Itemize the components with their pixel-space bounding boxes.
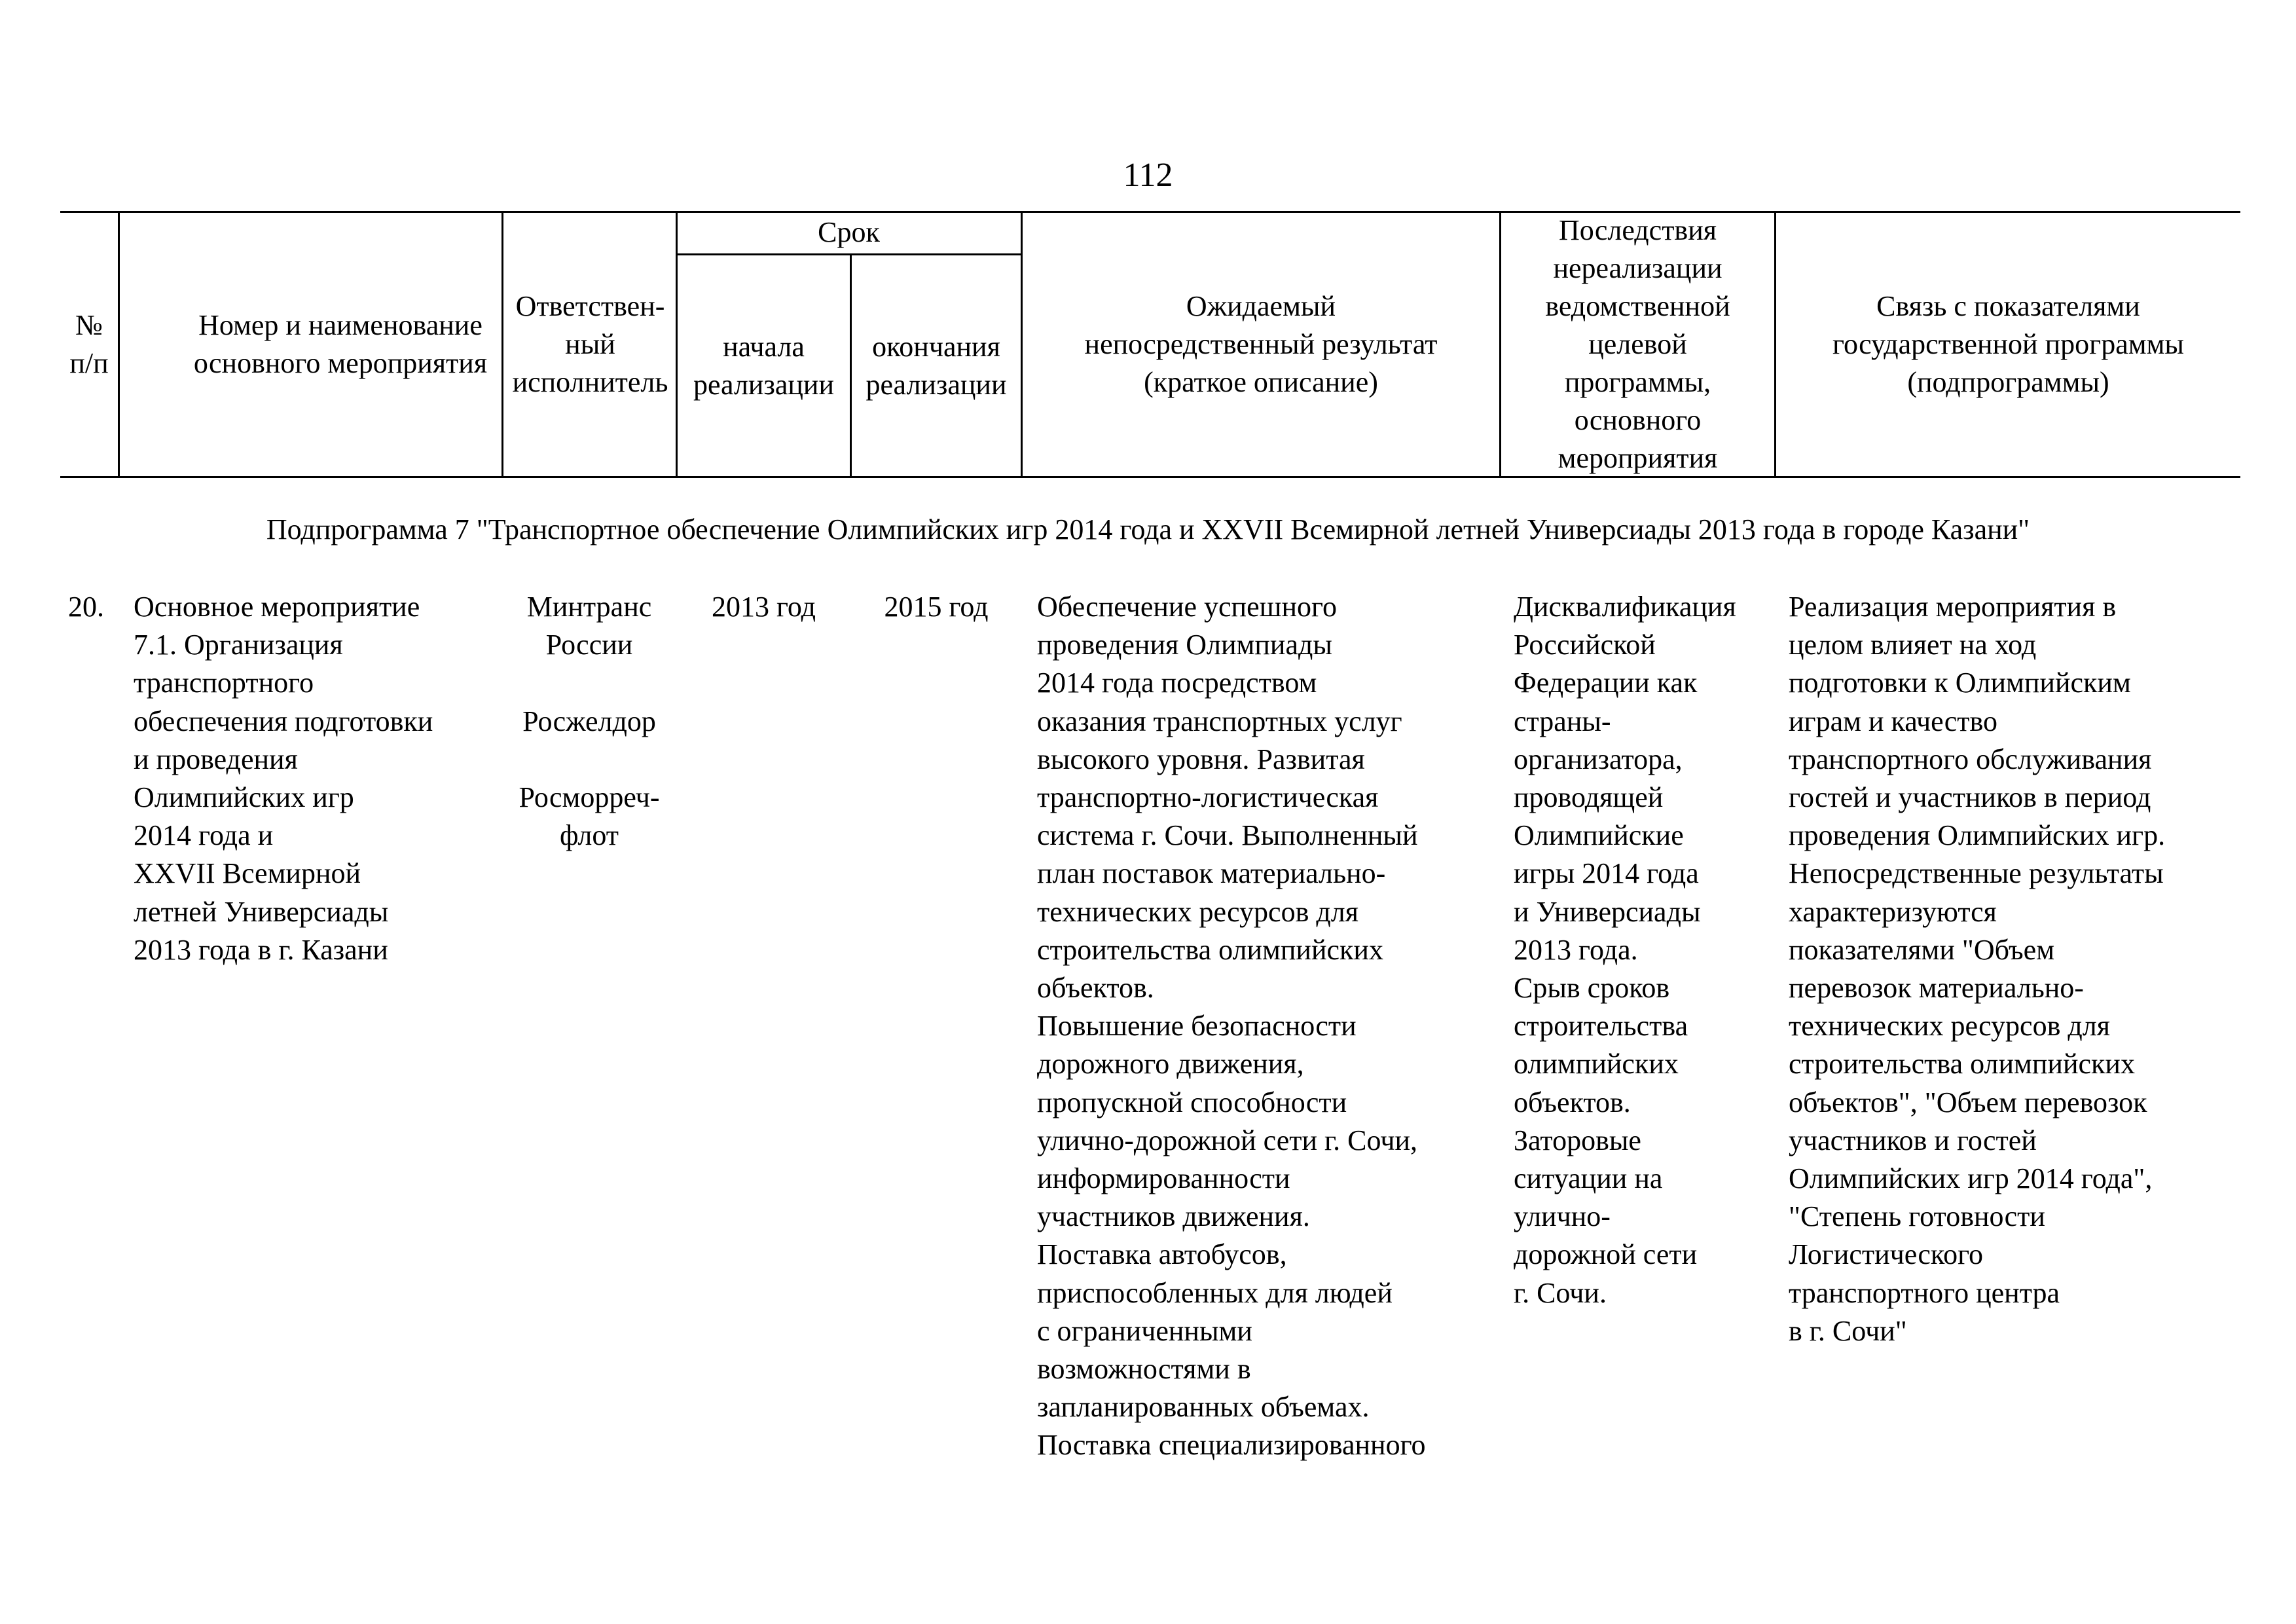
header-name: Номер и наименование основного мероприятия <box>193 309 488 379</box>
subprogram-title: Подпрограмма 7 "Транспортное обеспечение Олимпийских игр 2014 года и XXVII Всемирной летней Универсиады 2013 года в городе Казани" <box>266 513 2030 545</box>
header-term-start: начала реализации <box>693 330 835 401</box>
row-name: Основное мероприятие 7.1. Организация транспортного обеспечения подготовки и проведения Олимпийских игр 2014 года и XXVII Всемирной летней Универсиады 2013 года в г. Казани <box>134 591 433 966</box>
row-result: Обеспечение успешного проведения Олимпиады 2014 года посредством оказания транспортных услуг высокого уровня. Развитая транспортно-логистическая система г. Сочи. Выполненный план поставок материально- технических ресурсов для строительства олимпийских объектов. Повышение безопасности дорожного движения, пропускной способности улично-дорожной сети г. Сочи, информированности участников движения. Поставка автобусов, приспособленных для людей с ограниченными возможностями в запланированных объемах. Поставка специализированного <box>1037 591 1426 1462</box>
row-responsible: Минтранс России Росжелдор Росморреч- флот <box>519 591 660 852</box>
header-result: Ожидаемый непосредственный результат (краткое описание) <box>1084 290 1438 398</box>
table-row <box>60 588 2240 1466</box>
header-link: Связь с показателями государственной программы (подпрограммы) <box>1832 290 2184 398</box>
header-term: Срок <box>818 216 880 248</box>
row-link: Реализация мероприятия в целом влияет на ход подготовки к Олимпийским играм и качество транспортного обслуживания гостей и участников в период проведения Олимпийских игр. Непосредственные результаты характеризуются показателями "Объем перевозок материально- технических ресурсов для строительства олимпийских объектов", "Объем перевозок участников и гостей Олимпийских игр 2014 года", "Степень готовности Логистического транспортного центра в г. Сочи" <box>1789 591 2166 1347</box>
header-num: № п/п <box>69 309 109 379</box>
page-number: 112 <box>1123 157 1173 194</box>
row-start: 2013 год <box>711 591 816 623</box>
header-responsible: Ответствен- ный исполнитель <box>512 290 668 398</box>
row-end: 2015 год <box>884 591 989 623</box>
header-term-end: окончания реализации <box>866 330 1007 401</box>
table-header <box>60 211 2240 478</box>
row-consequences: Дисквалификация Российской Федерации как страны- организатора, проводящей Олимпийские игры 2014 года и Универсиады 2013 года. Срыв сроков строительства олимпийских объектов. Заторовые ситуации на улично- дорожной сети г. Сочи. <box>1514 591 1736 1309</box>
header-consequences: Последствия нереализации ведомственной целевой программы, основного мероприятия <box>1545 214 1730 474</box>
row-num: 20. <box>68 591 104 623</box>
